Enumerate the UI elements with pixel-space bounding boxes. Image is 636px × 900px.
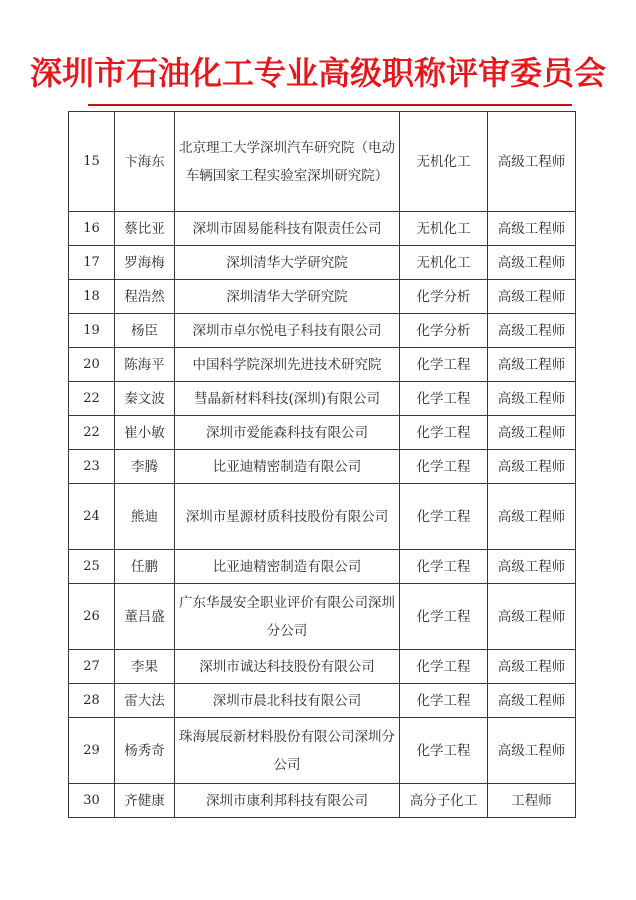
specialty: 化学工程: [400, 348, 488, 382]
job-title: 高级工程师: [488, 684, 576, 718]
table-row: [69, 584, 576, 650]
specialty: 化学分析: [400, 280, 488, 314]
specialty: 化学工程: [400, 550, 488, 584]
row-number: 25: [69, 550, 115, 584]
organization: 中国科学院深圳先进技术研究院: [175, 348, 400, 382]
specialty: 化学工程: [400, 718, 488, 784]
job-title: 高级工程师: [488, 112, 576, 212]
table-row: [69, 112, 576, 212]
job-title: 高级工程师: [488, 718, 576, 784]
row-number: 15: [69, 112, 115, 212]
table-row: [69, 382, 576, 416]
job-title: 高级工程师: [488, 348, 576, 382]
row-number: 29: [69, 718, 115, 784]
specialty: 化学工程: [400, 416, 488, 450]
row-number: 17: [69, 246, 115, 280]
row-number: 27: [69, 650, 115, 684]
organization: 北京理工大学深圳汽车研究院（电动车辆国家工程实验室深圳研究院）: [175, 112, 400, 212]
table-row: [69, 246, 576, 280]
job-title: 高级工程师: [488, 212, 576, 246]
organization: 深圳市星源材质科技股份有限公司: [175, 484, 400, 550]
page-title: 深圳市石油化工专业高级职称评审委员会: [29, 54, 606, 92]
job-title: 高级工程师: [488, 484, 576, 550]
table-row: [69, 450, 576, 484]
job-title: 高级工程师: [488, 584, 576, 650]
title-underline: [88, 104, 572, 106]
row-number: 26: [69, 584, 115, 650]
job-title: 高级工程师: [488, 416, 576, 450]
organization: 深圳清华大学研究院: [175, 280, 400, 314]
organization: 深圳市固易能科技有限责任公司: [175, 212, 400, 246]
person-name: 秦文波: [115, 382, 175, 416]
specialty: 无机化工: [400, 112, 488, 212]
specialty: 化学工程: [400, 382, 488, 416]
job-title: 高级工程师: [488, 382, 576, 416]
table-row: [69, 718, 576, 784]
table-row: [69, 416, 576, 450]
person-name: 李果: [115, 650, 175, 684]
table-row: [69, 550, 576, 584]
row-number: 19: [69, 314, 115, 348]
person-name: 董吕盛: [115, 584, 175, 650]
row-number: 23: [69, 450, 115, 484]
person-name: 崔小敏: [115, 416, 175, 450]
organization: 珠海展辰新材料股份有限公司深圳分公司: [175, 718, 400, 784]
job-title: 高级工程师: [488, 280, 576, 314]
table-row: [69, 650, 576, 684]
table-row: [69, 484, 576, 550]
row-number: 22: [69, 416, 115, 450]
row-number: 18: [69, 280, 115, 314]
organization: 深圳市康利邦科技有限公司: [175, 784, 400, 818]
specialty: 化学工程: [400, 684, 488, 718]
job-title: 高级工程师: [488, 650, 576, 684]
organization: 深圳清华大学研究院: [175, 246, 400, 280]
job-title: 高级工程师: [488, 550, 576, 584]
organization: 广东华晟安全职业评价有限公司深圳分公司: [175, 584, 400, 650]
person-name: 程浩然: [115, 280, 175, 314]
person-name: 熊迪: [115, 484, 175, 550]
row-number: 20: [69, 348, 115, 382]
person-name: 罗海梅: [115, 246, 175, 280]
person-name: 齐健康: [115, 784, 175, 818]
table-row: [69, 684, 576, 718]
person-name: 杨臣: [115, 314, 175, 348]
specialty: 化学工程: [400, 484, 488, 550]
table-row: [69, 212, 576, 246]
roster-table: [68, 111, 576, 818]
person-name: 陈海平: [115, 348, 175, 382]
job-title: 高级工程师: [488, 314, 576, 348]
person-name: 任鹏: [115, 550, 175, 584]
table-row: [69, 280, 576, 314]
job-title: 高级工程师: [488, 450, 576, 484]
job-title: 工程师: [488, 784, 576, 818]
specialty: 化学分析: [400, 314, 488, 348]
organization: 比亚迪精密制造有限公司: [175, 450, 400, 484]
organization: 深圳市晨北科技有限公司: [175, 684, 400, 718]
specialty: 高分子化工: [400, 784, 488, 818]
specialty: 化学工程: [400, 450, 488, 484]
person-name: 雷大法: [115, 684, 175, 718]
row-number: 16: [69, 212, 115, 246]
organization: 彗晶新材料科技(深圳)有限公司: [175, 382, 400, 416]
table-row: [69, 314, 576, 348]
person-name: 李腾: [115, 450, 175, 484]
job-title: 高级工程师: [488, 246, 576, 280]
table-row: [69, 784, 576, 818]
specialty: 无机化工: [400, 212, 488, 246]
row-number: 22: [69, 382, 115, 416]
organization: 比亚迪精密制造有限公司: [175, 550, 400, 584]
row-number: 30: [69, 784, 115, 818]
row-number: 24: [69, 484, 115, 550]
specialty: 无机化工: [400, 246, 488, 280]
person-name: 蔡比亚: [115, 212, 175, 246]
organization: 深圳市卓尔悦电子科技有限公司: [175, 314, 400, 348]
row-number: 28: [69, 684, 115, 718]
person-name: 卞海东: [115, 112, 175, 212]
specialty: 化学工程: [400, 650, 488, 684]
organization: 深圳市爱能森科技有限公司: [175, 416, 400, 450]
organization: 深圳市诚达科技股份有限公司: [175, 650, 400, 684]
table-row: [69, 348, 576, 382]
person-name: 杨秀奇: [115, 718, 175, 784]
specialty: 化学工程: [400, 584, 488, 650]
